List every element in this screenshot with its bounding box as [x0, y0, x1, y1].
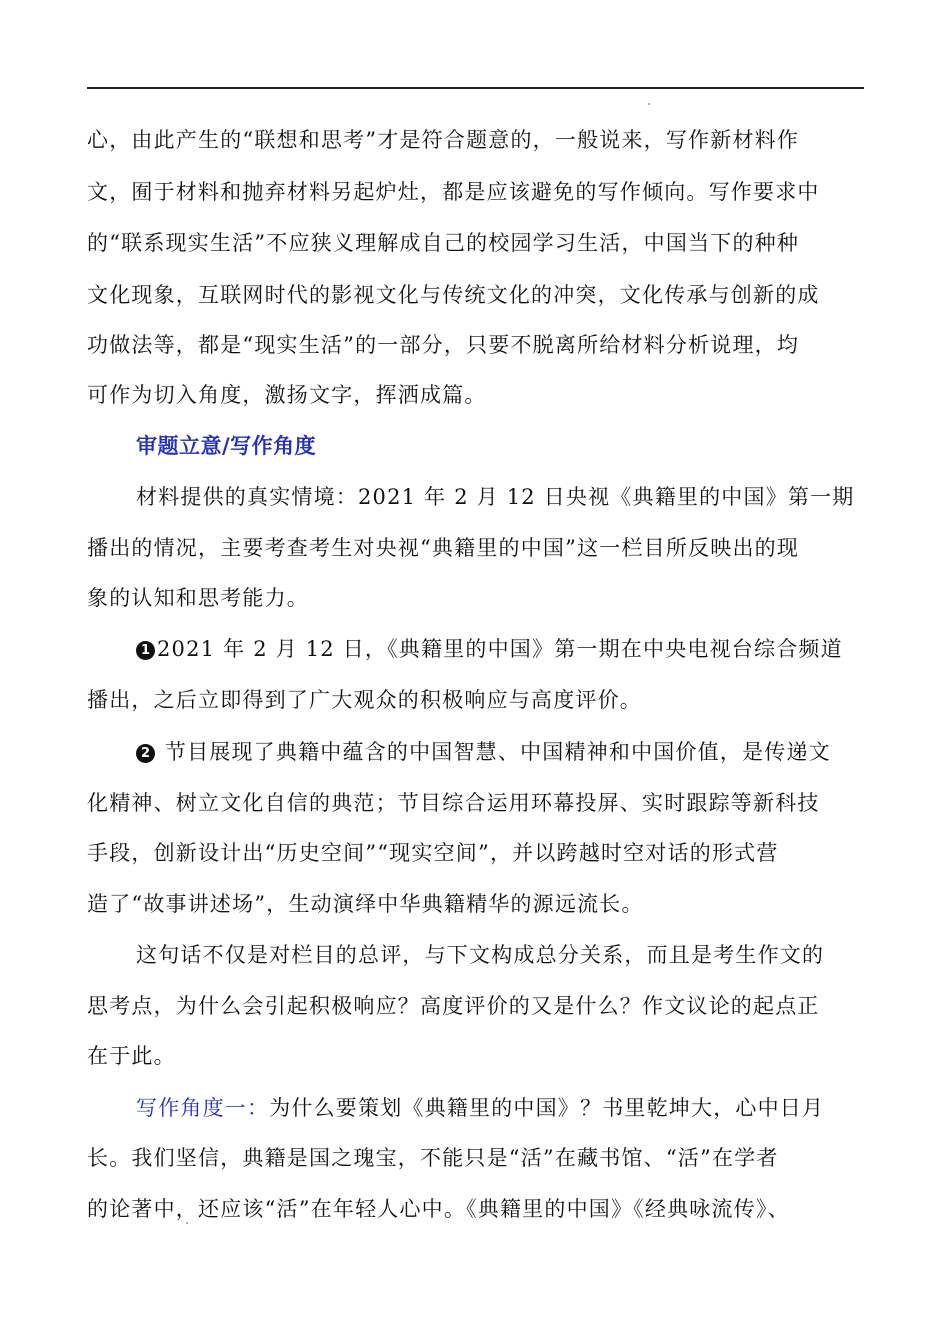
- writing-angle-text: 为什么要策划《典籍里的中国》？书里乾坤大，心中日月: [269, 1096, 825, 1120]
- paragraph-line: 播出，之后立即得到了广大观众的积极响应与高度评价。: [87, 688, 642, 712]
- point-one-text: 2021 年 2 月 12 日，《典籍里的中国》第一期在中央电视台综合频道: [157, 637, 843, 661]
- paragraph-line: 心，由此产生的“联想和思考”才是符合题意的，一般说来，写作新材料作: [87, 128, 800, 152]
- section-heading: 审题立意/写作角度: [136, 434, 317, 458]
- circled-number-two-icon: 2: [136, 744, 155, 763]
- paragraph-line: 造了“故事讲述场”，生动演绎中华典籍精华的源远流长。: [87, 892, 644, 916]
- paragraph-line: 可作为切入角度，激扬文字，挥洒成篇。: [87, 383, 487, 407]
- paragraph-line: 文化现象，互联网时代的影视文化与传统文化的冲突，文化传承与创新的成: [87, 283, 820, 307]
- paragraph-line: 思考点，为什么会引起积极响应？高度评价的又是什么？作文议论的起点正: [87, 994, 820, 1018]
- point-two-text: 节目展现了典籍中蕴含的中国智慧、中国精神和中国价值，是传递文: [157, 740, 831, 764]
- scan-speck: [648, 103, 650, 105]
- writing-angle-label: 写作角度一：: [136, 1096, 270, 1120]
- writing-angle-one: [136, 1093, 824, 1123]
- header-rule: [87, 87, 864, 89]
- paragraph-line: 的“联系现实生活”不应狭义理解成自己的校园学习生活，中国当下的种种: [87, 231, 800, 255]
- paragraph-line: 功做法等，都是“现实生活”的一部分，只要不脱离所给材料分析说理，均: [87, 333, 800, 357]
- paragraph-line: 这句话不仅是对栏目的总评，与下文构成总分关系，而且是考生作文的: [136, 943, 825, 967]
- paragraph-line: 象的认知和思考能力。: [87, 586, 309, 610]
- paragraph-line: 化精神、树立文化自信的典范；节目综合运用环幕投屏、实时跟踪等新科技: [87, 791, 820, 815]
- paragraph-line: 材料提供的真实情境：2021 年 2 月 12 日央视《典籍里的中国》第一期: [136, 485, 855, 509]
- paragraph-line: 文，囿于材料和抛弃材料另起炉灶，都是应该避免的写作倾向。写作要求中: [87, 180, 820, 204]
- paragraph-line: 在于此。: [87, 1044, 176, 1068]
- circled-number-one-icon: 1: [136, 641, 155, 660]
- paragraph-line: 长。我们坚信，典籍是国之瑰宝，不能只是“活”在藏书馆、“活”在学者: [87, 1146, 779, 1170]
- point-two: [136, 737, 831, 767]
- paragraph-line: 播出的情况，主要考查考生对央视“典籍里的中国”这一栏目所反映出的现: [87, 536, 800, 560]
- paragraph-line: 手段，创新设计出“历史空间”“现实空间”，并以跨越时空对话的形式营: [87, 841, 779, 865]
- paragraph-line: 的论著中，还应该“活”在年轻人心中。《典籍里的中国》《经典咏流传》、: [87, 1197, 790, 1221]
- point-one: [136, 634, 843, 664]
